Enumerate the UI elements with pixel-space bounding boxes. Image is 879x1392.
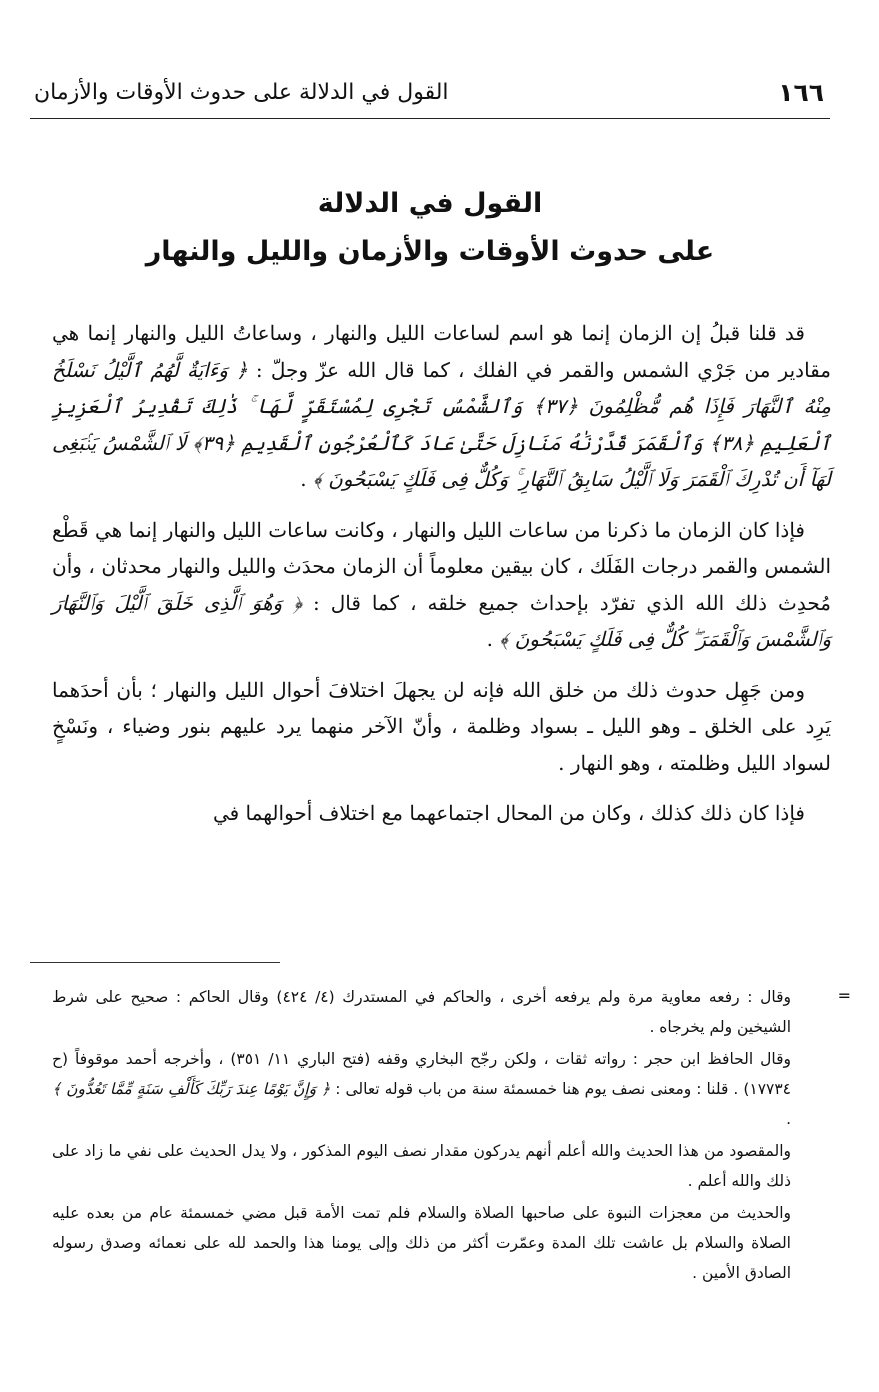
paragraph-2-end: . — [486, 627, 500, 651]
paragraph-4: فإذا كان ذلك كذلك ، وكان من المحال اجتماعهما مع اختلاف أحوالهما في — [212, 801, 805, 825]
main-text — [52, 315, 831, 846]
footnote-2-text: وقال الحافظ ابن حجر : رواته ثقات ، ولكن رجّح البخاري وقفه (فتح الباري ١١/ ٣٥١) ، وأخرجه أحمد موقوفاً (ح ١٧٧٣٤) . قلنا : ومعنى نصف يوم هنا خمسمئة سنة من باب قوله تعالى : — [52, 1050, 792, 1098]
footnote-line-3: والمقصود من هذا الحديث والله أعلم أنهم يدركون مقدار نصف اليوم المذكور ، ولا يدل الحديث على نفي ما زاد على ذلك والله أعلم . — [52, 1142, 791, 1190]
paragraph-3: ومن جَهِل حدوث ذلك من خلق الله فإنه لن يجهلَ اختلافَ أحوال الليل والنهار ؛ بأن أحدَهما يَرِد على الخلق ـ وهو الليل ـ بسواد وظلمة ، وأنّ الآخر منهما يرد عليهم بنور وضياء ، ونَسْخٍ لسواد الليل وظلمته ، وهو النهار . — [52, 677, 831, 775]
quran-quote-hajj: ﴿ وَإِنَّ يَوْمًا عِندَ رَبِّكَ كَأَلْفِ سَنَةٍ مِّمَّا تَعُدُّونَ ﴾ — [52, 1080, 331, 1098]
footnote-2-end: . — [786, 1110, 791, 1128]
footnote-line-4: والحديث من معجزات النبوة على صاحبها الصلاة والسلام فلم تمت الأمة قبل مضي خمسمئة عام من بعده عليه الصلاة والسلام بل عاشت تلك المدة وعمّرت أكثر من ذلك وإلى يومنا هذا والحمد لله على نعمائه وصدق رسوله الصادق الأمين . — [52, 1204, 791, 1282]
paragraph-2-text: فإذا كان الزمان ما ذكرنا من ساعات الليل والنهار ، وكانت ساعات الليل والنهار إنما هي قَطْع الشمس والقمر درجات الفَلَك ، كان بيقين معلوماً أن الزمان محدَث والليل والنهار محدثان ، وأن مُحدِث ذلك الله الذي تفرّد بإحداث جميع خلقه ، كما قال : — [52, 517, 831, 615]
paragraph-1-end: . — [300, 467, 313, 491]
page-number: ١٦٦ — [778, 78, 824, 107]
paragraph-1 — [52, 315, 831, 498]
running-title: القول في الدلالة على حدوث الأوقات والأزمان — [34, 80, 449, 105]
running-header — [30, 72, 830, 119]
footnote-divider — [30, 962, 280, 963]
quran-quote-yasin: ﴿ وَءَايَةٌ لَّهُمُ ٱلَّيْلُ نَسْلَخُ مِنْهُ ٱلنَّهَارَ فَإِذَا هُم مُّظْلِمُونَ ﴿٣٧﴾ وَٱلشَّمْسُ تَجْرِى لِمُسْتَقَرٍّ لَّهَا ۚ ذَٰلِكَ تَقْدِيرُ ٱلْعَزِيزِ ٱلْعَلِيمِ ﴿٣٨﴾ وَٱلْقَمَرَ قَدَّرْنَٰهُ مَنَازِلَ حَتَّىٰ عَادَ كَٱلْعُرْجُونِ ٱلْقَدِيمِ ﴿٣٩﴾ لَا ٱلشَّمْسُ يَنۢبَغِى لَهَآ أَن تُدْرِكَ ٱلْقَمَرَ وَلَا ٱلَّيْلُ سَابِقُ ٱلنَّهَارِ ۚ وَكُلٌّ فِى فَلَكٍ يَسْبَحُونَ ﴾ — [52, 357, 831, 491]
quran-quote-anbiya: ﴿ وَهُوَ ٱلَّذِى خَلَقَ ٱلَّيْلَ وَٱلنَّهَارَ وَٱلشَّمْسَ وَٱلْقَمَرَ ۖ كُلٌّ فِى فَلَكٍ يَسْبَحُونَ ﴾ — [52, 590, 831, 651]
paragraph-1-text: قد قلنا قبلُ إن الزمان إنما هو اسم لساعات الليل والنهار ، وساعاتُ الليل والنهار إنما هي مقادير من جَرْي الشمس والقمر في الفلك ، كما قال الله عزّ وجلّ : — [52, 321, 831, 382]
footnote-continuation-mark: = — [837, 986, 851, 1005]
footnotes — [52, 982, 791, 1290]
chapter-title — [30, 180, 830, 276]
chapter-title-line-1: القول في الدلالة — [317, 188, 543, 219]
footnote-line-2 — [52, 1044, 791, 1134]
chapter-title-line-2: على حدوث الأوقات والأزمان والليل والنهار — [145, 236, 715, 267]
footnote-line-1: وقال : رفعه معاوية مرة ولم يرفعه أخرى ، والحاكم في المستدرك (٤/ ٤٢٤) وقال الحاكم : صحيح على شرط الشيخين ولم يخرجاه . — [52, 988, 791, 1036]
paragraph-2 — [52, 512, 831, 658]
